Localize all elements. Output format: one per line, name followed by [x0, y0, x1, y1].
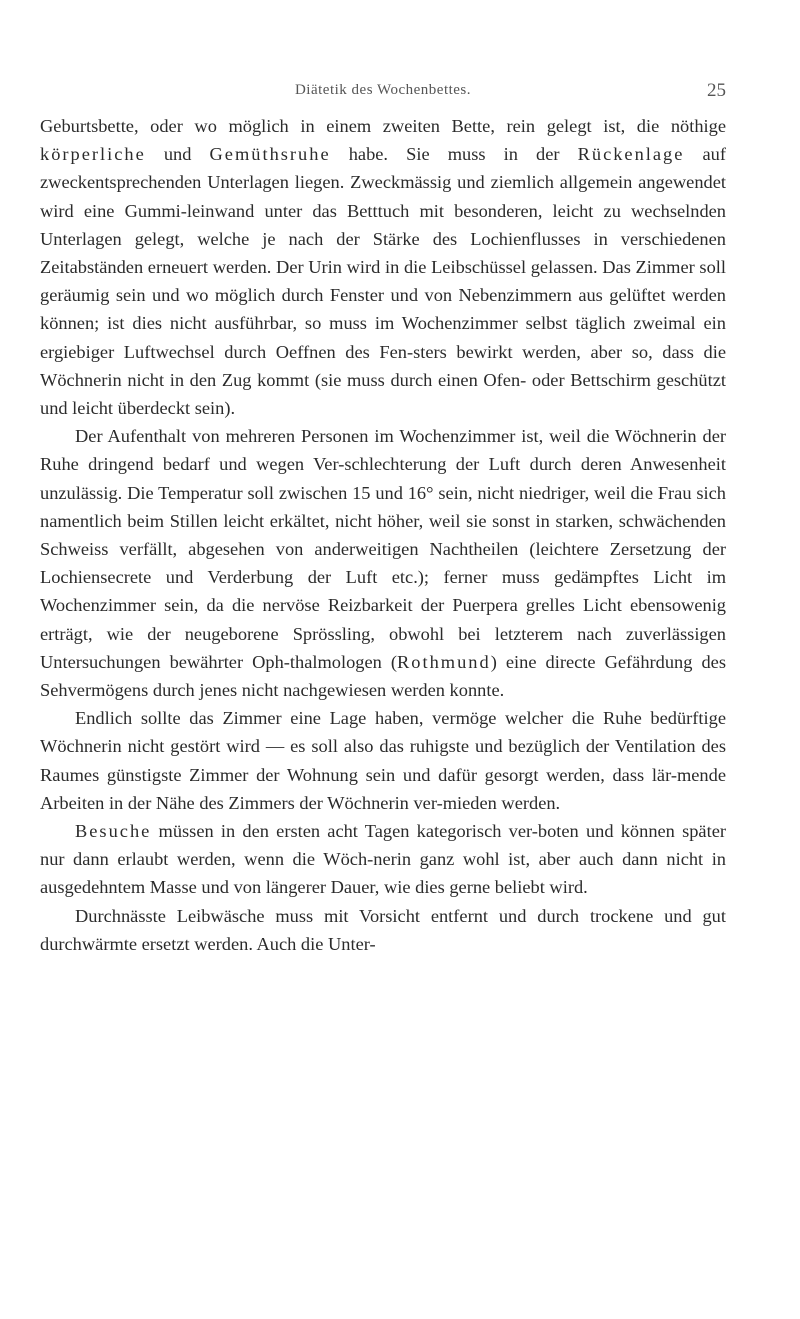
emphasis-text: körperliche [40, 144, 146, 165]
page-number: 25 [707, 80, 726, 101]
text-run: Durchnässte Leibwäsche muss mit Vorsicht entfernt und durch trockene und gut durchwärmte ersetzt werden. Auch die Unter- [40, 905, 726, 954]
paragraph-1 [40, 112, 726, 422]
text-run: Endlich sollte das Zimmer eine Lage haben, vermöge welcher die Ruhe bedürftige Wöchnerin nicht gestört wird — es soll also das ruhigste und bezüglich der Ventilation des Raumes günstigste Zimmer der Wohnung sein und dafür gesorgt werden, dass lär-mende Arbeiten in der Nähe des Zimmers der Wöchnerin ver-mieden werden. [40, 708, 726, 813]
running-head [40, 82, 726, 106]
emphasis-text: Besuche [75, 821, 152, 842]
text-run: habe. Sie muss in der [330, 144, 578, 165]
text-run: Geburtsbette, oder wo möglich in einem zweiten Bette, rein gelegt ist, die nöthige [40, 116, 726, 136]
text-run: und [145, 144, 210, 165]
emphasis-text: Rothmund [397, 651, 491, 672]
body-text [40, 112, 726, 958]
text-run: Der Aufenthalt von mehreren Personen im Wochenzimmer ist, weil die Wöchnerin der Ruhe dringend bedarf und wegen Ver-schlechterung der Luft durch deren Anwesenheit unzulässig. Die Temperatur soll zwischen 15 und 16° sein, nicht niedriger, weil die Frau sich namentlich beim Stillen leicht erkältet, nicht höher, weil sie sonst in starken, schwächenden Schweiss verfällt, abgesehen von anderweitigen Nachtheilen (leichtere Zersetzung der Lochiensecrete und Verderbung der Luft etc.); ferner muss gedämpftes Licht im Wochenzimmer sein, da die nervöse Reizbarkeit der Puerpera grelles Licht ebensowenig erträgt, wie der neugeborene Sprössling, obwohl bei letzterem nach zuverlässigen Untersuchungen bewährter Oph-thalmologen ( [40, 426, 726, 672]
text-run: müssen in den ersten acht Tagen kategorisch ver-boten und können später nur dann erlaubt werden, wenn die Wöch-nerin ganz wohl ist, aber auch dann nicht in ausgedehntem Masse und von längerer Dauer, wie dies gerne beliebt wird. [40, 821, 726, 898]
running-title: Diätetik des Wochenbettes. [294, 82, 472, 98]
paragraph-3 [40, 704, 726, 817]
emphasis-text: Gemüthsruhe [209, 144, 331, 165]
paragraph-5 [40, 902, 726, 958]
paragraph-4 [40, 817, 726, 902]
text-run: auf zweckentsprechenden Unterlagen liegen. Zweckmässig und ziemlich allgemein angewendet wird eine Gummi-leinwand unter das Betttuch mit besonderen, leicht zu wechselnden Unterlagen gelegt, welche je nach der Stärke des Lochienflusses in verschiedenen Zeitabständen erneuert werden. Der Urin wird in die Leibschüssel gelassen. Das Zimmer soll geräumig sein und wo möglich durch Fenster und von Nebenzimmern aus gelüftet werden können; ist dies nicht ausführbar, so muss im Wochenzimmer selbst täglich zweimal ein ergiebiger Luftwechsel durch Oeffnen des Fen-sters bewirkt werden, aber so, dass die Wöchnerin nicht in den Zug kommt (sie muss durch einen Ofen- oder Bettschirm geschützt und leicht überdeckt sein). [40, 144, 726, 419]
emphasis-text: Rückenlage [577, 144, 685, 165]
paragraph-2 [40, 422, 726, 704]
text-run: ) eine directe Gefährdung des Sehvermögens durch jenes nicht nachgewiesen werden konnte. [40, 651, 726, 701]
